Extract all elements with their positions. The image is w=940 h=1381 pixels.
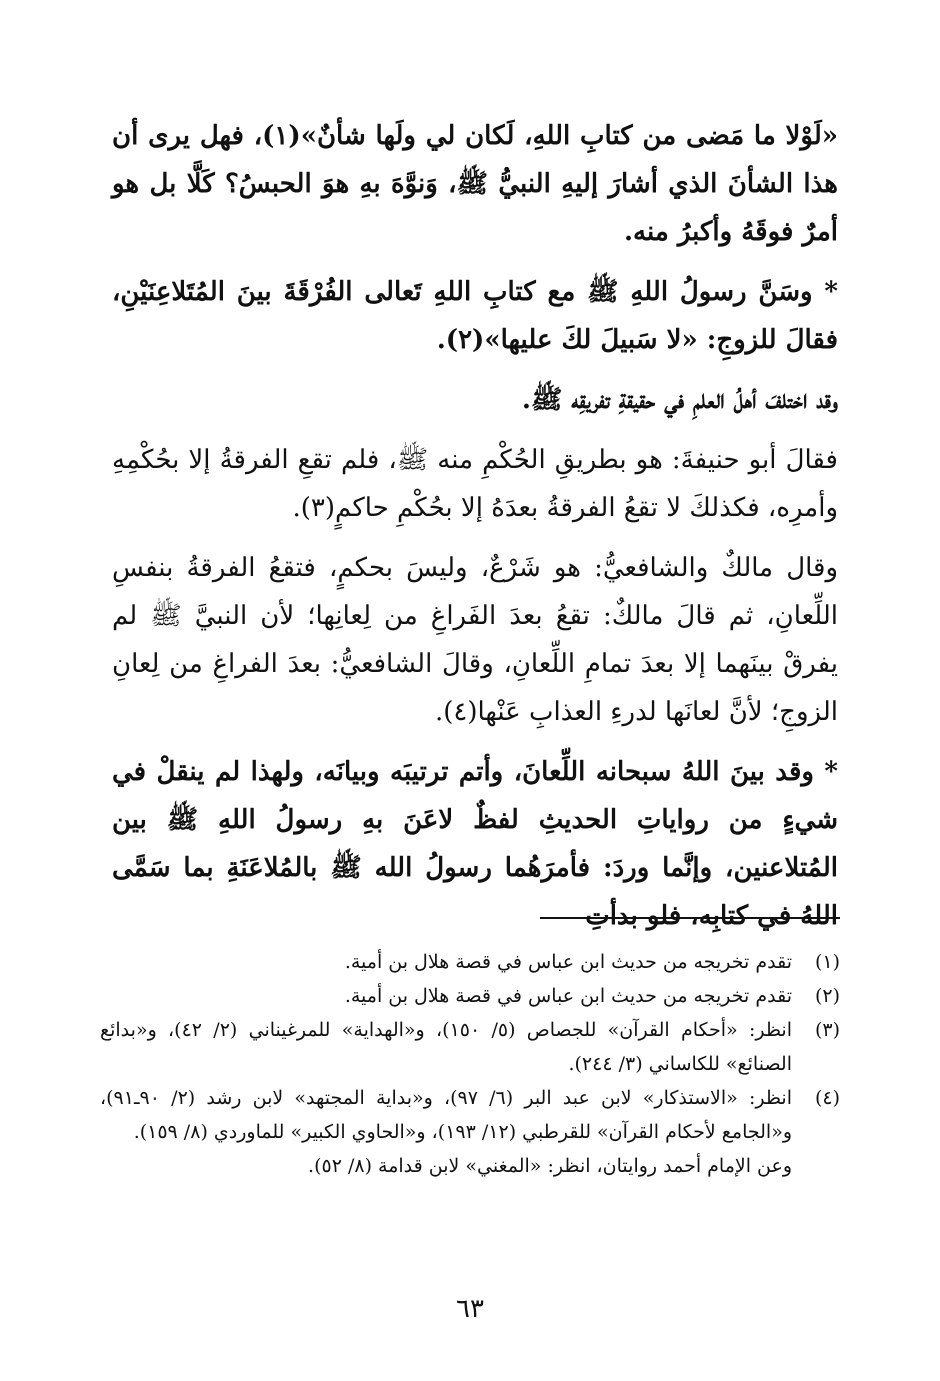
paragraph-2: * وسَنَّ رسولُ اللهِ ﷺ مع كتابِ اللهِ تَعالى الفُرْقَةَ بينَ المُتَلاعِنَيْنِ، فقالَ للزوجِ: «لا سَبيلَ لكَ عليها»(٢). bbox=[112, 277, 838, 355]
footnote-1 bbox=[100, 945, 840, 979]
footnote-separator bbox=[540, 917, 840, 919]
footnote-4 bbox=[100, 1081, 840, 1149]
footnote-4-continuation: وعن الإمام أحمد روايتان، انظر: «المغني» لابن قدامة (٨/ ٥٢). bbox=[308, 1155, 792, 1177]
footnote-2 bbox=[100, 979, 840, 1013]
paragraph-6: * وقد بينَ اللهُ سبحانه اللِّعانَ، وأتم ترتيبَه وبيانَه، ولهذا لم ينقلْ في شيءٍ من رواياتِ الحديثِ لفظٌ لاعَنَ بهِ رسولُ اللهِ ﷺ بين المُتلاعنين، وإنَّما وردَ: فأمرَهُما رسولُ الله ﷺ بالمُلاعَنَةِ بما سَمَّى اللهُ في كتابِه، فلو بدأتِ bbox=[112, 757, 838, 931]
footnote-number: (٣) bbox=[814, 1019, 840, 1041]
footnote-number: (٤) bbox=[814, 1087, 840, 1109]
paragraph-4: فقالَ أبو حنيفةَ: هو بطريقِ الحُكْمِ منه ﷺ، فلم تقعِ الفرقةُ إلا بحُكْمِهِ وأمرِه، فكذلكَ لا تقعُ الفرقةُ بعدَهُ إلا بحُكْمِ حاكمٍ(٣). bbox=[112, 445, 838, 523]
footnote-number: (١) bbox=[814, 951, 840, 973]
footnote-text: تقدم تخريجه من حديث ابن عباس في قصة هلال بن أمية. bbox=[344, 985, 792, 1007]
footnote-text: تقدم تخريجه من حديث ابن عباس في قصة هلال بن أمية. bbox=[344, 951, 792, 973]
paragraph-5: وقال مالكٌ والشافعيُّ: هو شَرْعٌ، وليسَ بحكمٍ، فتقعُ الفرقةُ بنفسِ اللِّعانِ، ثم قالَ مالكٌ: تقعُ بعدَ الفَراغِ من لِعانِها؛ لأن النبيَّ ﷺ لم يفرقْ بينَهما إلا بعدَ تمامِ اللِّعانِ، وقالَ الشافعيُّ: بعدَ الفراغِ من لِعانِ الزوجِ؛ لأنَّ لعانَها لدرءِ العذابِ عَنْها(٤). bbox=[112, 553, 838, 727]
footnotes bbox=[100, 945, 840, 1183]
main-text bbox=[112, 112, 838, 952]
footnote-text: انظر: «أحكام القرآن» للجصاص (٥/ ١٥٠)، و«الهداية» للمرغيناني (٢/ ٤٢)، و«بدائع الصنائع» للكاساني (٣/ ٢٤٤). bbox=[100, 1019, 792, 1075]
footnote-number: (٢) bbox=[814, 985, 840, 1007]
page-number: ٦٣ bbox=[456, 1294, 484, 1324]
footnote-3 bbox=[100, 1013, 840, 1081]
paragraph-1: «لَوْلا ما مَضى من كتابِ اللهِ، لَكان لي ولَها شأنٌ»(١)، فهل يرى أن هذا الشأنَ الذي أشارَ إليهِ النبيُّ ﷺ، وَنوَّهَ بهِ هوَ الحبسُ؟ كَلَّا بل هو أمرٌ فوقَهُ وأكبرُ منه. bbox=[112, 121, 838, 247]
paragraph-3: وقد اختلفَ أهلُ العلمِ في حقيقةِ تفريقِه ﷺ. bbox=[521, 385, 838, 415]
footnote-text: انظر: «الاستذكار» لابن عبد البر (٦/ ٩٧)، و«بداية المجتهد» لابن رشد (٢/ ٩٠ـ٩١)، و«الجامع لأحكام القرآن» للقرطبي (١٢/ ١٩٣)، و«الحاوي الكبير» للماوردي (٨/ ١٥٩). bbox=[100, 1087, 793, 1143]
